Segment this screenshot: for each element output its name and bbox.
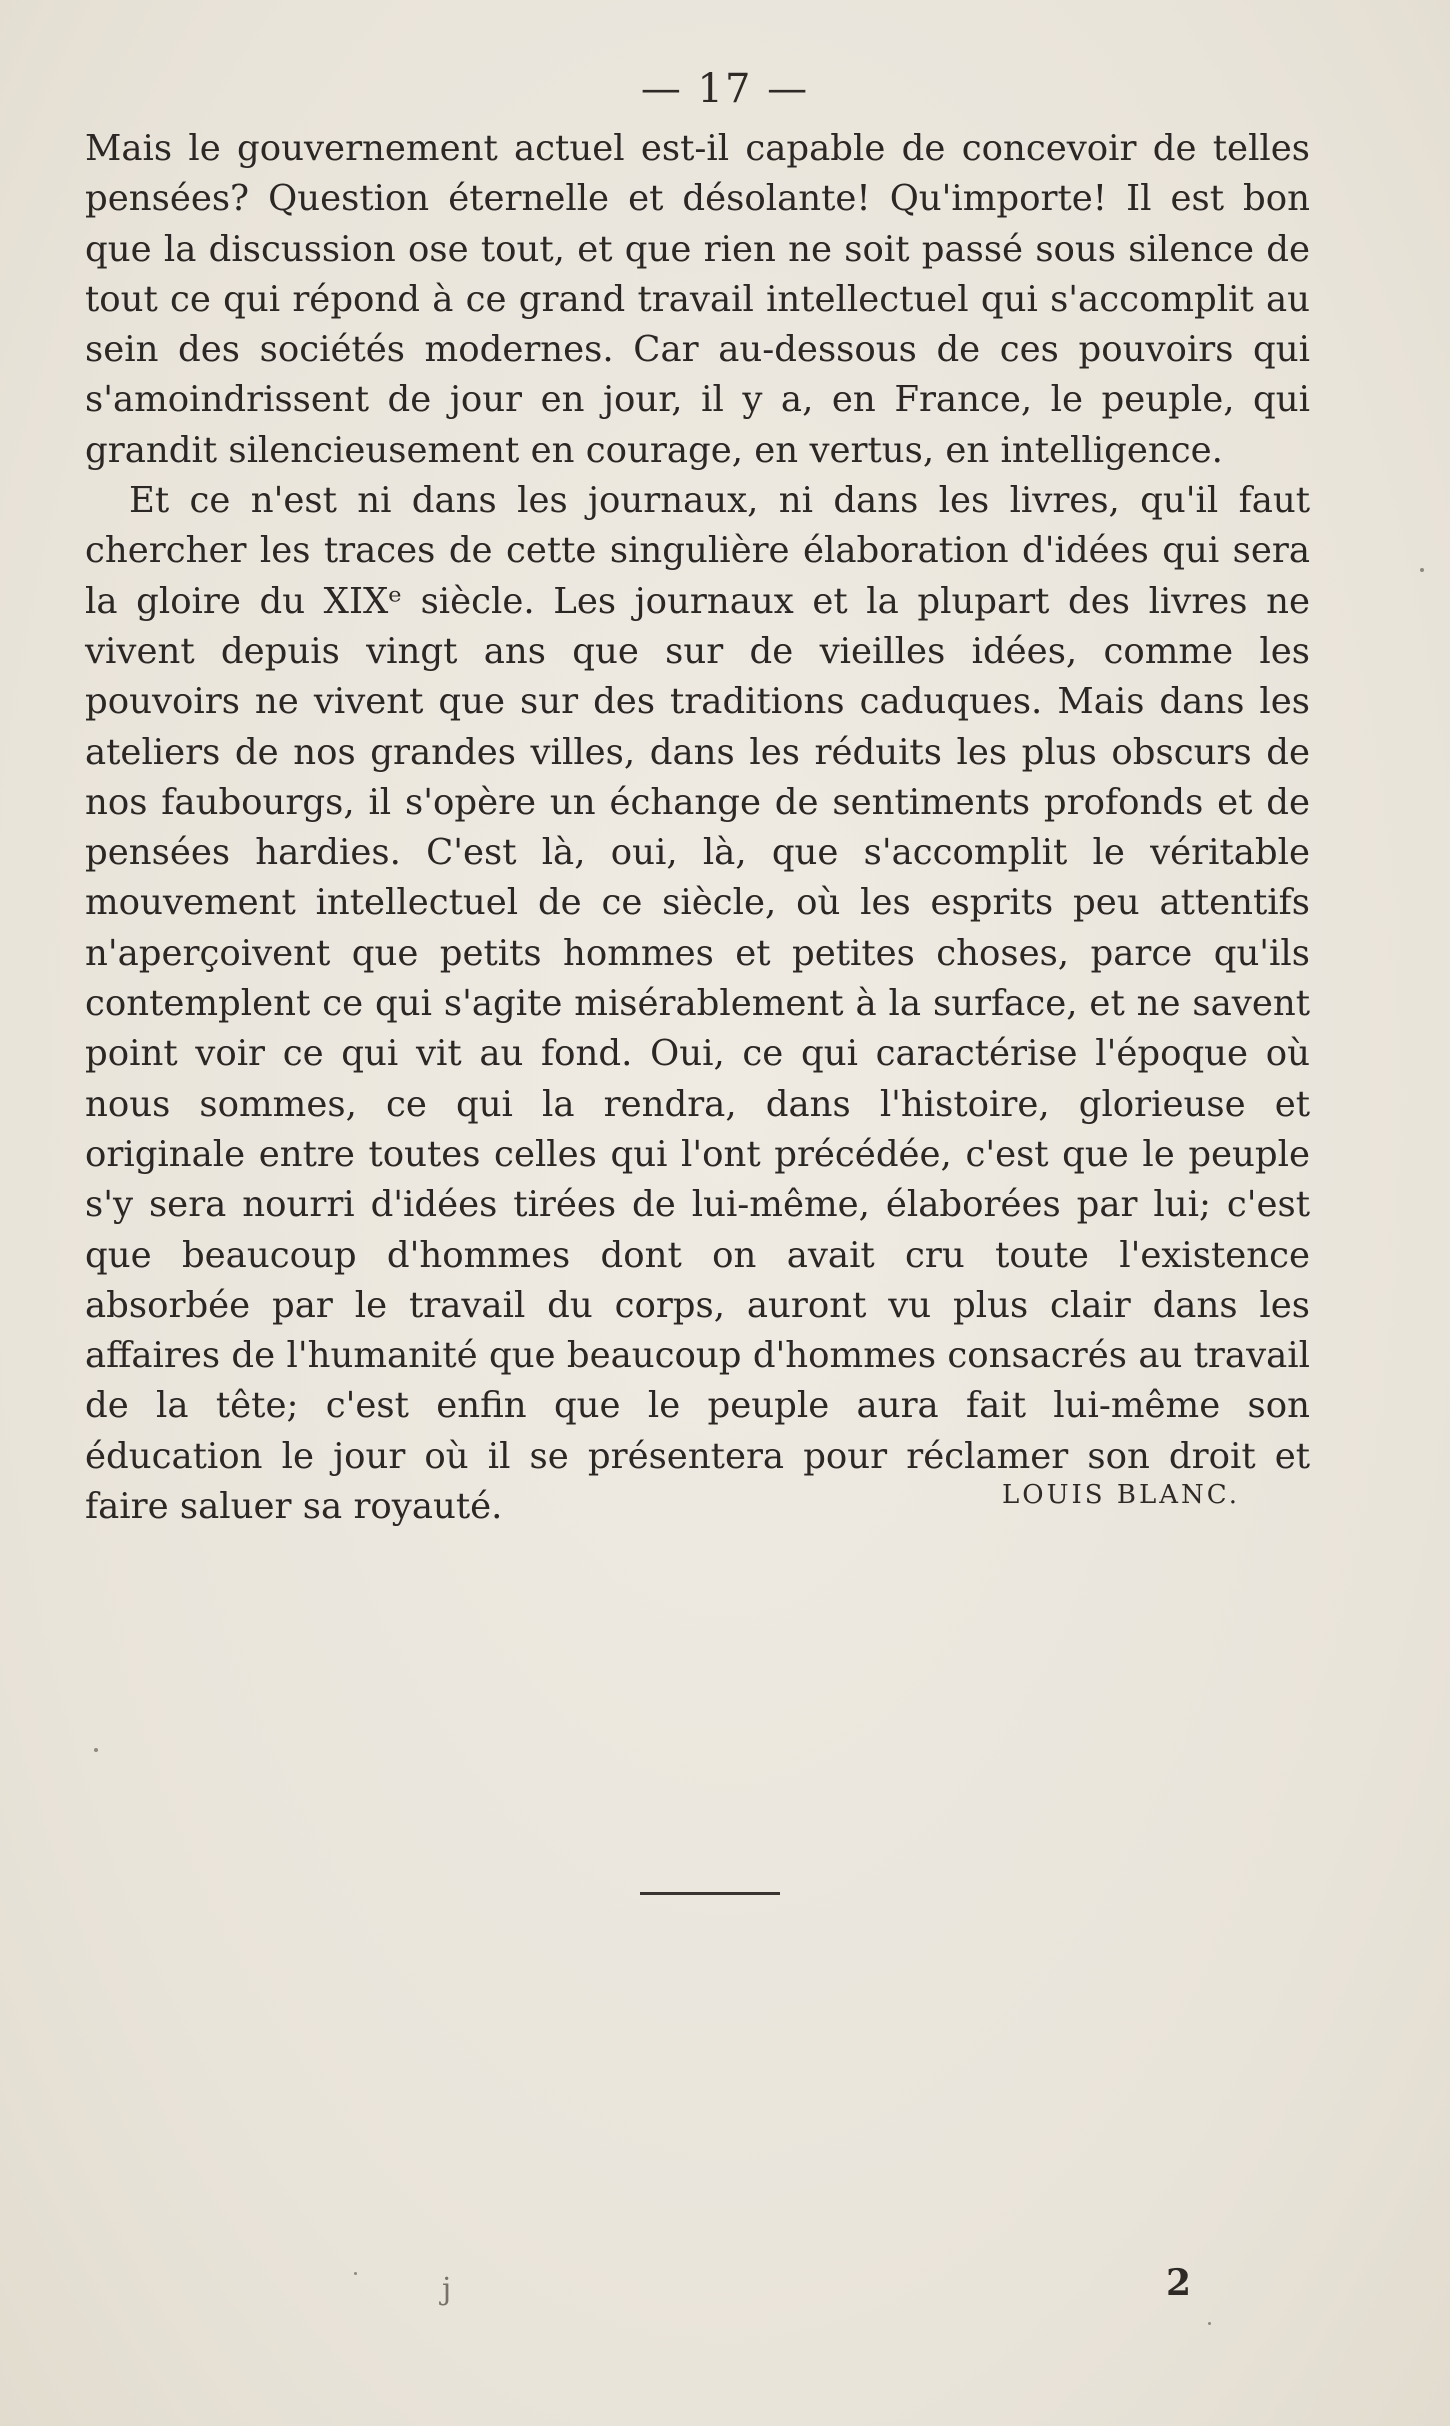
section-divider-rule: [640, 1892, 780, 1895]
author-signature: LOUIS BLANC.: [1002, 1480, 1240, 1510]
paper-speck: [94, 1748, 98, 1752]
paper-speck: [1420, 568, 1424, 572]
page-number-header: — 17 —: [640, 66, 810, 112]
printer-mark: j: [442, 2272, 452, 2307]
paragraph-2: Et ce n'est ni dans les journaux, ni dans les livres, qu'il faut chercher les traces de cette singulière élaboration d'idées qui sera la gloire du XIXᵉ siècle. Les journaux et la plupart des livres ne vivent depuis vingt ans que sur de vieilles idées, comme les pouvoirs ne vivent que sur des traditions caduques. Mais dans les ateliers de nos grandes villes, dans les réduits les plus obscurs de nos faubourgs, il s'opère un échange de sentiments profonds et de pensées hardies. C'est là, oui, là, que s'accomplit le véritable mouvement intellectuel de ce siècle, où les esprits peu attentifs n'aperçoivent que petits hommes et petites choses, parce qu'ils contemplent ce qui s'agite misérablement à la surface, et ne savent point voir ce qui vit au fond. Oui, ce qui caractérise l'époque où nous sommes, ce qui la rendra, dans l'histoire, glorieuse et originale entre toutes celles qui l'ont précédée, c'est que le peuple s'y sera nourri d'idées tirées de lui-même, élaborées par lui; c'est que beaucoup d'hommes dont on avait cru toute l'existence absorbée par le travail du corps, auront vu plus clair dans les affaires de l'humanité que beaucoup d'hommes consacrés au travail de la tête; c'est enfin que le peuple aura fait lui-même son éducation le jour où il se présentera pour réclamer son droit et faire saluer sa royauté.: [85, 480, 1310, 1528]
body-text: [85, 124, 1310, 1532]
paper-speck: [354, 2272, 357, 2275]
gathering-signature-number: 2: [1166, 2262, 1192, 2304]
paper-speck: [1208, 2322, 1211, 2325]
paragraph-1: Mais le gouvernement actuel est-il capable de concevoir de telles pensées? Question éternelle et désolante! Qu'importe! Il est bon que la discussion ose tout, et que rien ne soit passé sous silence de tout ce qui répond à ce grand travail intellectuel qui s'accomplit au sein des sociétés modernes. Car au-dessous de ces pouvoirs qui s'amoindrissent de jour en jour, il y a, en France, le peuple, qui grandit silencieusement en courage, en vertus, en intelligence.: [85, 128, 1310, 471]
